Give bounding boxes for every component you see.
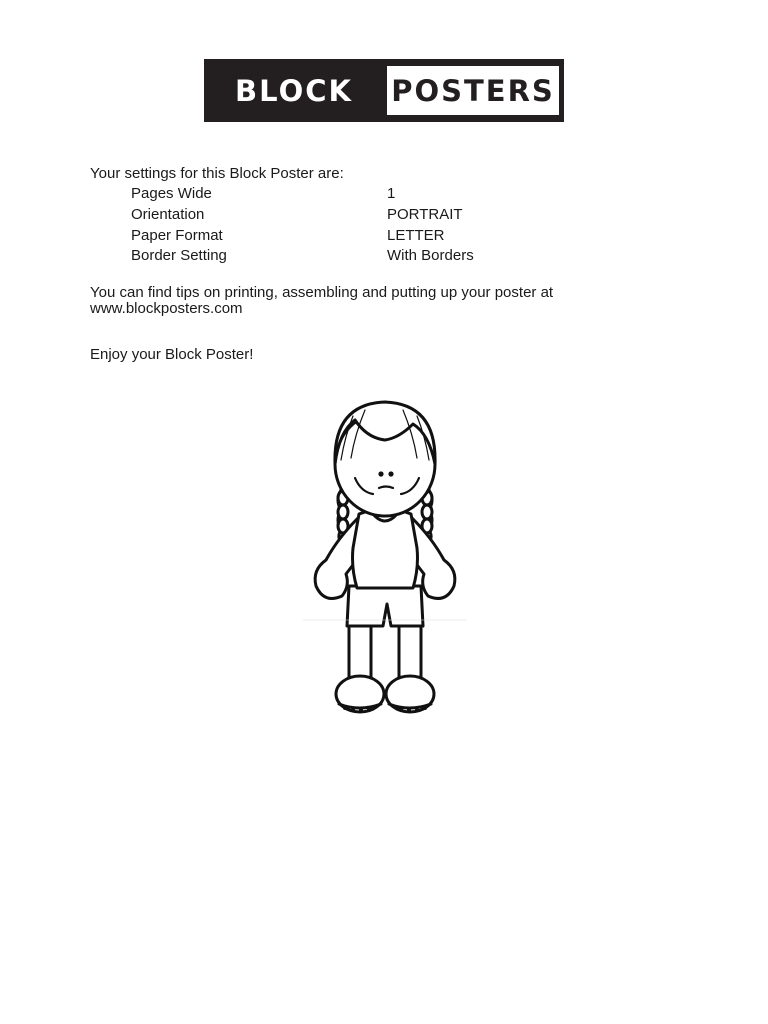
setting-value: LETTER <box>387 227 445 244</box>
tips-text: You can find tips on printing, assembling and putting up your poster at <box>90 284 554 301</box>
setting-row-orientation <box>131 206 631 226</box>
logo-posters-text: POSTERS <box>387 66 559 115</box>
setting-row-pages-wide <box>131 185 631 205</box>
setting-label: Orientation <box>131 206 205 223</box>
enjoy-message: Enjoy your Block Poster! <box>90 346 254 363</box>
setting-value: 1 <box>387 185 396 202</box>
block-posters-logo <box>204 59 564 122</box>
setting-label: Paper Format <box>131 227 223 244</box>
setting-row-border-setting <box>131 247 631 267</box>
setting-label: Border Setting <box>131 247 227 264</box>
setting-value: PORTRAIT <box>387 206 463 223</box>
setting-value: With Borders <box>387 247 474 264</box>
logo-block-text: BLOCK <box>235 73 353 108</box>
setting-row-paper-format <box>131 227 631 247</box>
settings-intro: Your settings for this Block Poster are: <box>90 165 344 182</box>
setting-label: Pages Wide <box>131 185 212 202</box>
girl-illustration <box>303 398 467 724</box>
website-link[interactable]: www.blockposters.com <box>90 300 243 317</box>
